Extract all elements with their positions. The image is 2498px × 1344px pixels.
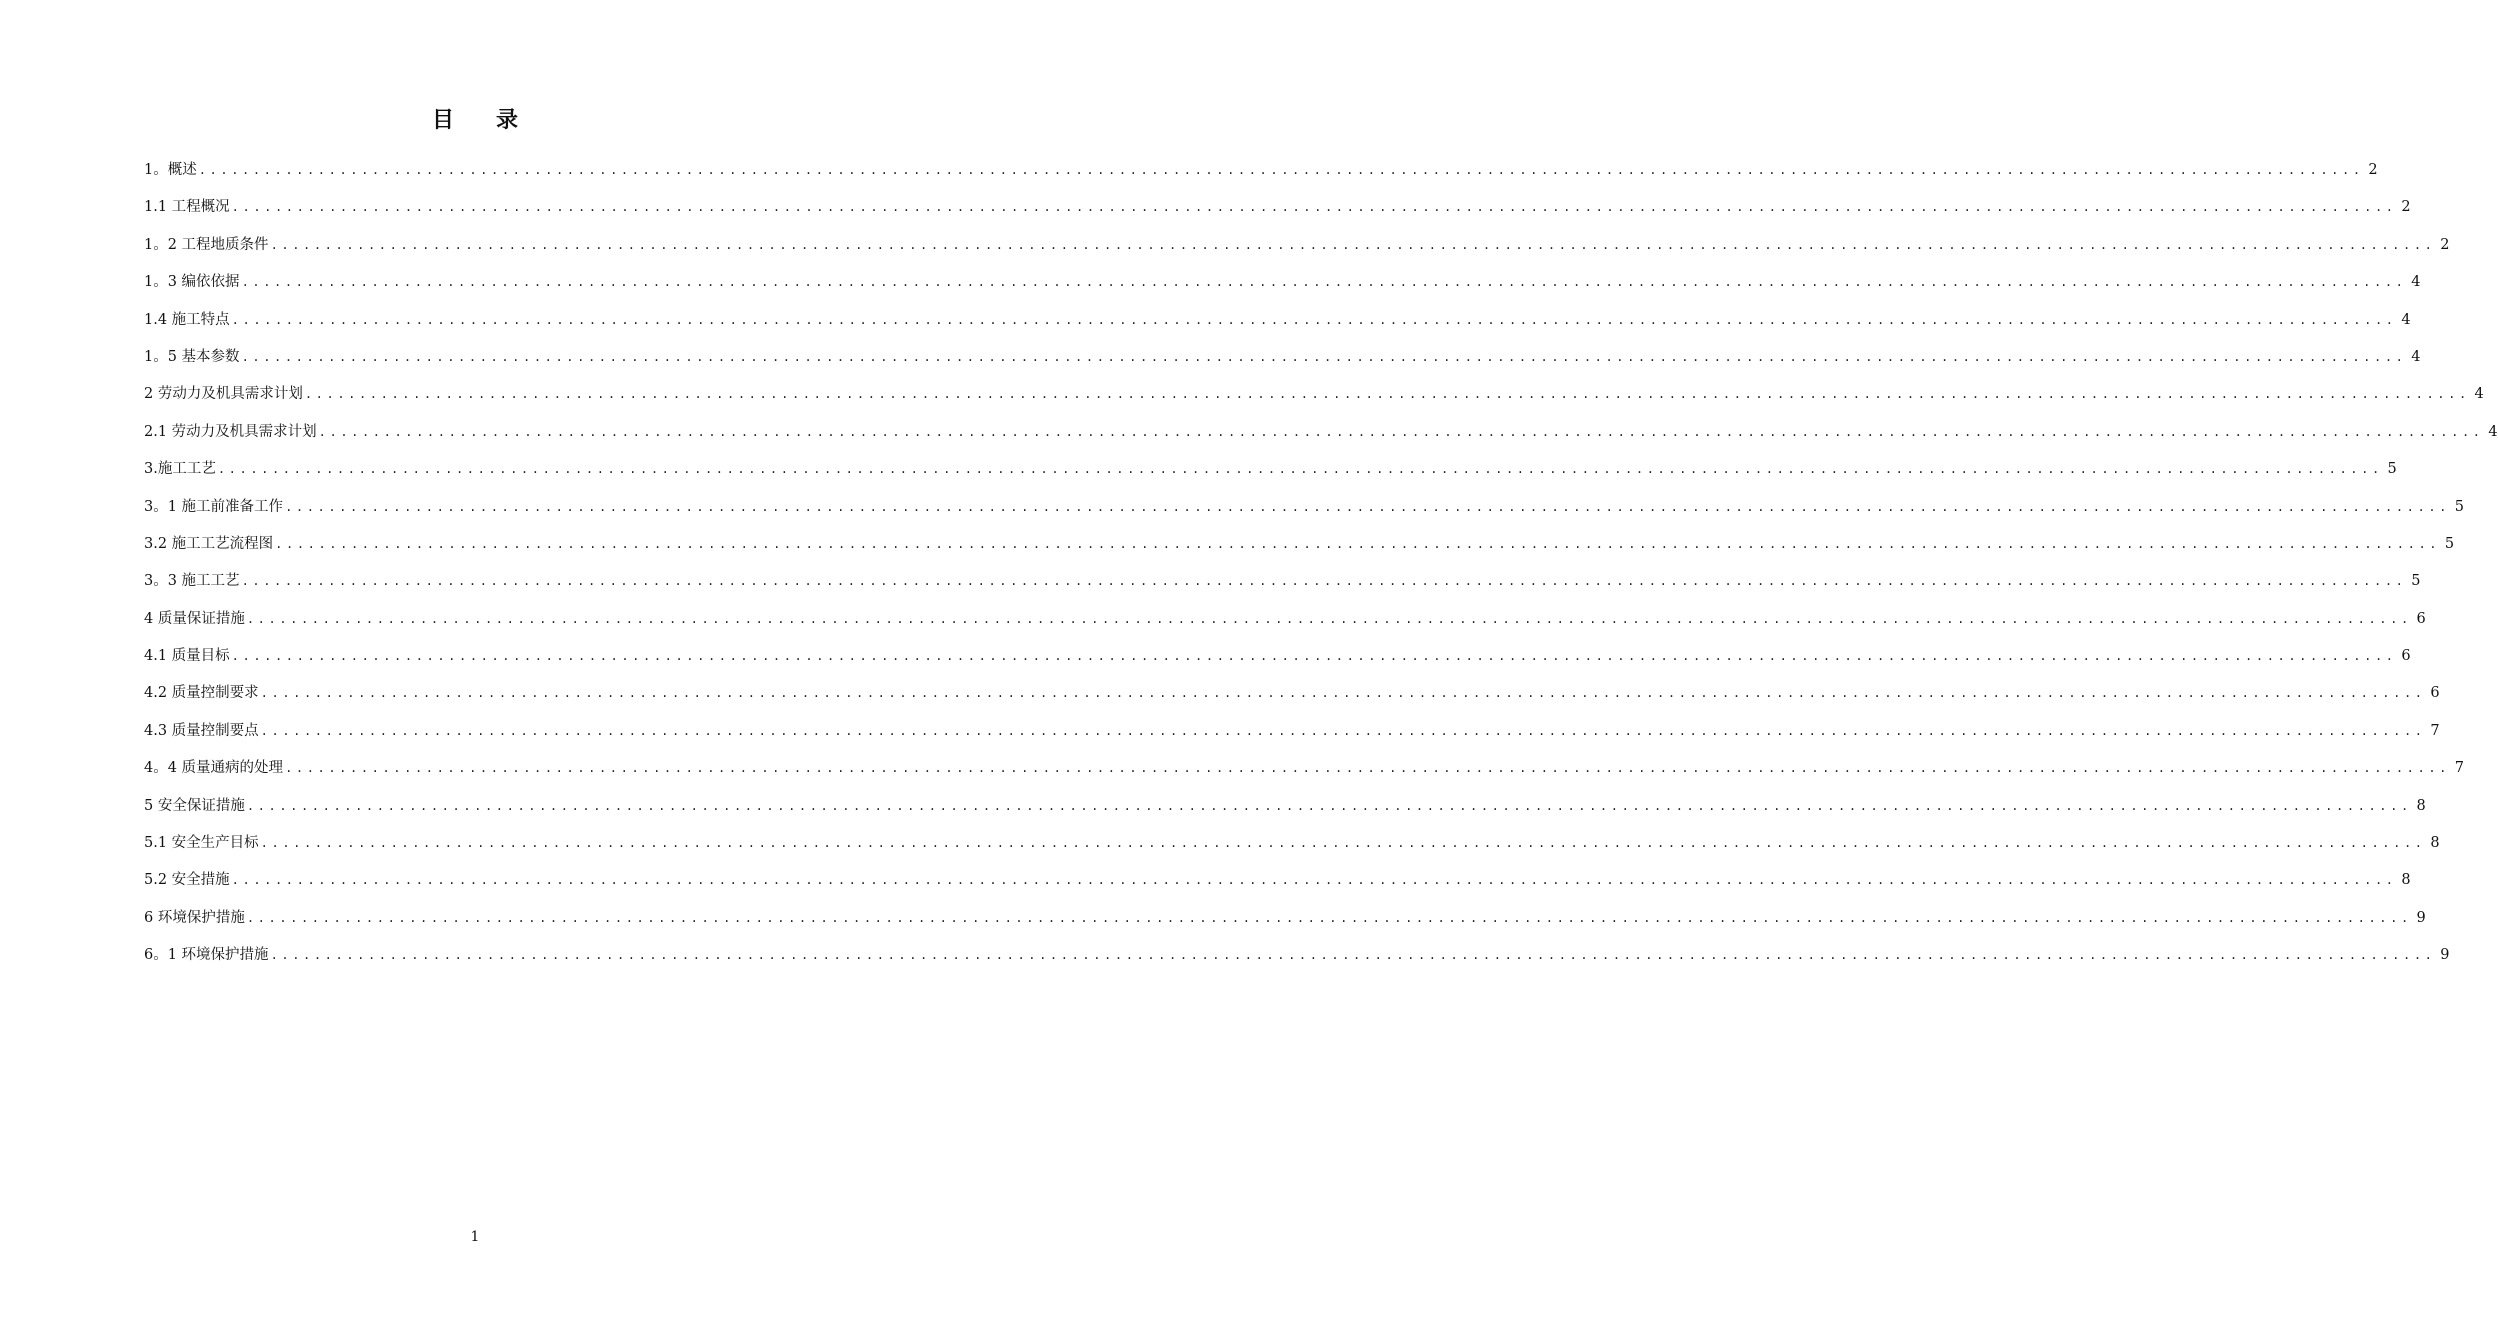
toc-entry-page: 8 [2416,797,2426,814]
toc-entry-text: 6 环境保护措施 [144,909,245,926]
toc-dot-leader: ........................................................................................................................................................................................................ [246,798,2412,813]
toc-entry[interactable] [144,862,2411,899]
toc-entry-text: 5.2 安全措施 [144,872,230,889]
toc-entry-text: 1.1 工程概况 [144,199,230,216]
toc-entry[interactable] [144,825,2440,862]
page-number: 1 [470,1229,480,1245]
toc-entry-page: 6 [2401,648,2411,665]
toc-dot-leader: ........................................................................................................................................................................................................ [260,686,2426,701]
toc-entry-page: 9 [2440,947,2450,964]
toc-entry[interactable] [144,750,2464,787]
page-title: 目录 [431,107,560,133]
toc-entry-text: 3.2 施工工艺流程图 [144,535,274,552]
toc-dot-leader: ........................................................................................................................................................................................................ [260,836,2426,851]
toc-entry-page: 7 [2430,722,2440,739]
toc-entry-text: 2 劳动力及机具需求计划 [144,386,303,403]
toc-entry-page: 6 [2416,610,2426,627]
toc-dot-leader: ........................................................................................................................................................................................................ [231,200,2397,215]
toc-dot-leader: ........................................................................................................................................................................................................ [231,649,2397,664]
toc-dot-leader: ........................................................................................................................................................................................................ [246,910,2412,925]
toc-entry[interactable] [144,675,2440,712]
toc-entry[interactable] [144,339,2421,376]
toc-dot-leader: ........................................................................................................................................................................................................ [260,723,2426,738]
toc-dot-leader: ........................................................................................................................................................................................................ [241,275,2407,290]
toc-entry[interactable] [144,563,2421,600]
toc-entry-text: 1。2 工程地质条件 [144,236,269,253]
toc-entry[interactable] [144,264,2421,301]
toc-entry-page: 9 [2416,909,2426,926]
toc-dot-leader: ........................................................................................................................................................................................................ [318,424,2484,439]
table-of-contents [144,152,2498,975]
toc-entry[interactable] [144,900,2426,937]
toc-entry[interactable] [144,489,2464,526]
toc-entry-text: 3.施工工艺 [144,461,216,478]
toc-dot-leader: ........................................................................................................................................................................................................ [231,312,2397,327]
toc-entry[interactable] [144,152,2378,189]
toc-entry-text: 4 质量保证措施 [144,610,245,627]
toc-entry-page: 4 [2411,348,2421,365]
toc-dot-leader: ........................................................................................................................................................................................................ [231,873,2397,888]
toc-entry[interactable] [144,376,2484,413]
toc-entry-text: 1。3 编依依据 [144,274,240,291]
toc-dot-leader: ........................................................................................................................................................................................................ [270,948,2436,963]
toc-entry[interactable] [144,638,2411,675]
toc-entry-text: 3。3 施工工艺 [144,573,240,590]
toc-dot-leader: ........................................................................................................................................................................................................ [217,462,2383,477]
toc-entry-text: 4.3 质量控制要点 [144,722,259,739]
toc-entry-text: 4.2 质量控制要求 [144,685,259,702]
toc-entry-text: 4。4 质量通病的处理 [144,760,284,777]
toc-entry-page: 5 [2411,573,2421,590]
toc-entry-text: 1.4 施工特点 [144,311,230,328]
toc-entry-page: 2 [2368,162,2378,178]
toc-entry[interactable] [144,451,2397,488]
toc-entry-page: 4 [2411,274,2421,291]
toc-entry-text: 1。5 基本参数 [144,348,240,365]
toc-dot-leader: ........................................................................................................................................................................................................ [285,761,2450,776]
toc-dot-leader: ........................................................................................................................................................................................................ [241,349,2407,364]
toc-entry[interactable] [144,227,2450,264]
toc-entry[interactable] [144,526,2455,563]
toc-entry-page: 7 [2454,760,2464,777]
toc-entry[interactable] [144,601,2426,638]
toc-entry-page: 4 [2474,386,2484,403]
toc-dot-leader: ........................................................................................................................................................................................................ [275,536,2441,551]
toc-entry-page: 6 [2430,685,2440,702]
toc-entry-page: 5 [2387,461,2397,478]
toc-entry[interactable] [144,189,2411,226]
toc-dot-leader: ........................................................................................................................................................................................................ [285,499,2450,514]
toc-dot-leader: ........................................................................................................................................................................................................ [304,387,2470,402]
toc-entry-page: 8 [2430,835,2440,852]
toc-entry[interactable] [144,414,2498,451]
toc-entry-page: 2 [2401,199,2411,216]
toc-entry-text: 2.1 劳动力及机具需求计划 [144,423,317,440]
toc-entry[interactable] [144,788,2426,825]
toc-entry-page: 2 [2440,236,2450,253]
toc-entry-page: 8 [2401,872,2411,889]
toc-entry[interactable] [144,937,2450,974]
toc-entry-page: 4 [2401,311,2411,328]
toc-entry-page: 4 [2488,423,2498,440]
toc-entry-text: 3。1 施工前准备工作 [144,498,284,515]
toc-entry[interactable] [144,302,2411,339]
toc-entry-page: 5 [2454,498,2464,515]
toc-entry[interactable] [144,713,2440,750]
toc-entry-text: 1。概述 [144,162,197,178]
toc-entry-text: 5.1 安全生产目标 [144,835,259,852]
toc-dot-leader: ........................................................................................................................................................................................................ [198,163,2364,177]
toc-entry-text: 5 安全保证措施 [144,797,245,814]
toc-entry-text: 6。1 环境保护措施 [144,947,269,964]
toc-dot-leader: ........................................................................................................................................................................................................ [241,574,2407,589]
toc-dot-leader: ........................................................................................................................................................................................................ [246,611,2412,626]
toc-dot-leader: ........................................................................................................................................................................................................ [270,237,2436,252]
toc-entry-page: 5 [2444,535,2455,552]
toc-entry-text: 4.1 质量目标 [144,648,230,665]
